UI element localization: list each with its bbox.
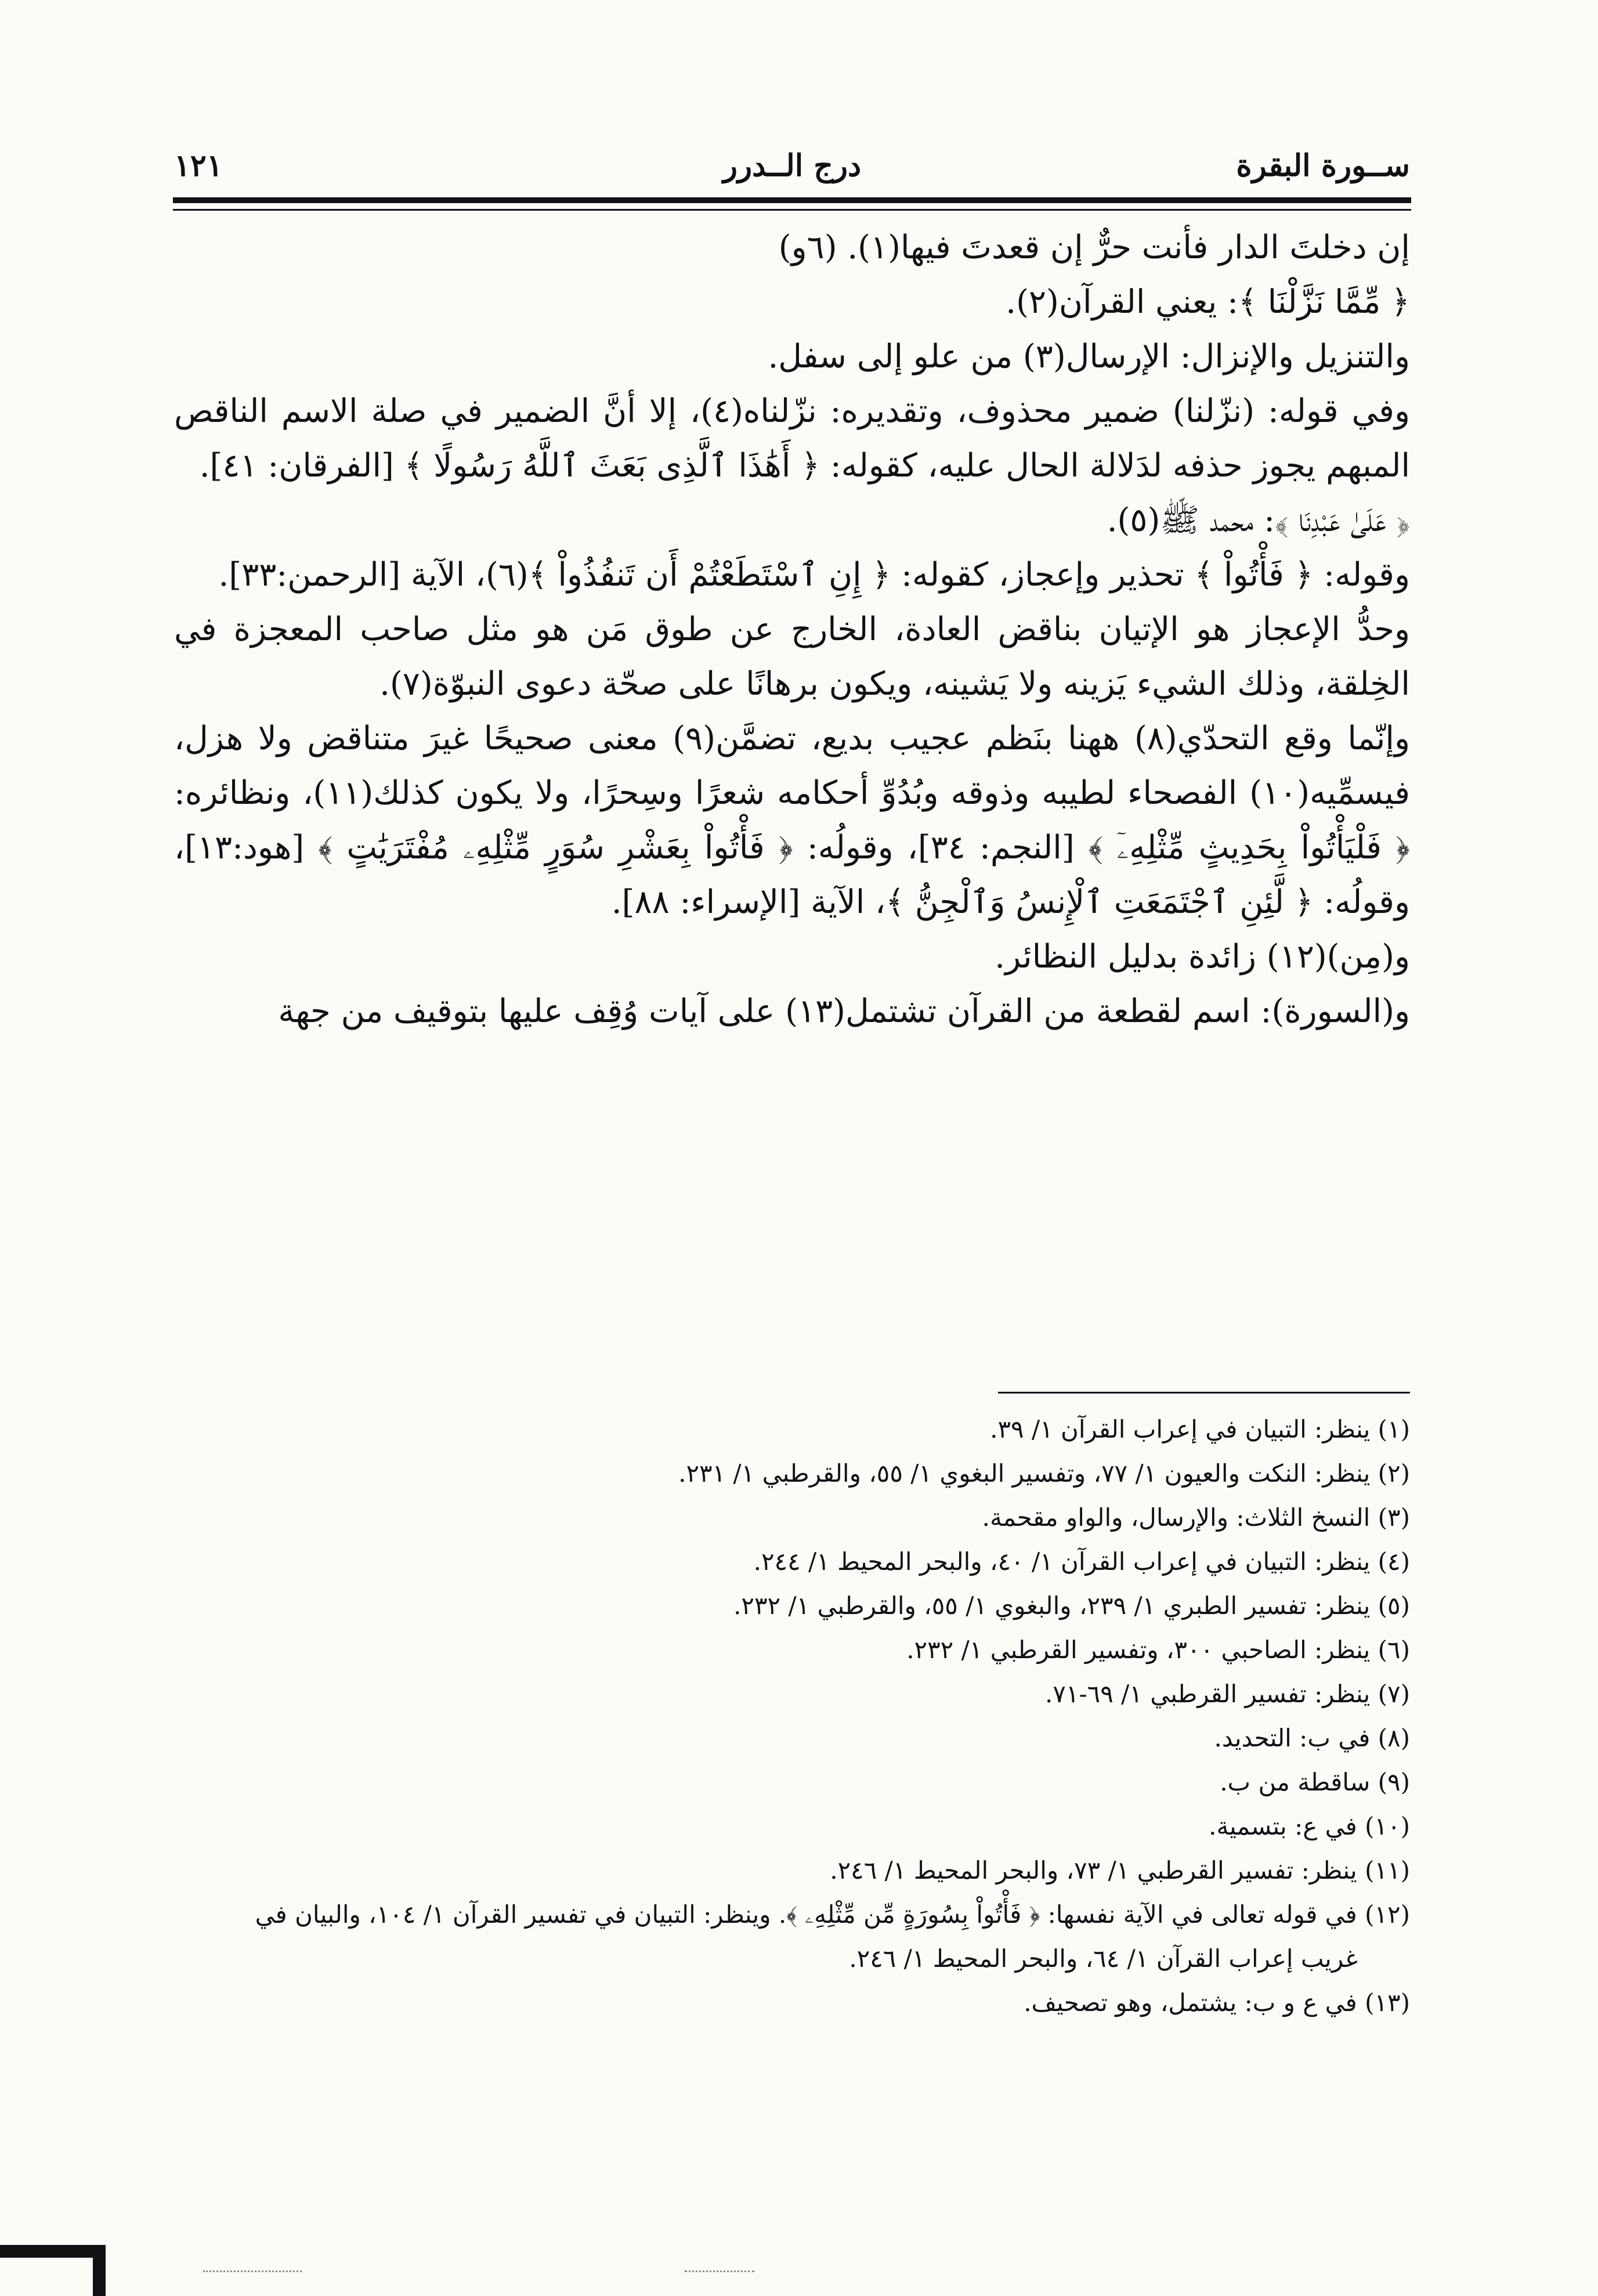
footnote: (٨) في ب: التحديد. [1214, 1724, 1410, 1752]
footnote: (٦) ينظر: الصاحبي ٣٠٠، وتفسير القرطبي ١/ ٢٣٢. [906, 1636, 1410, 1664]
paragraph: ﴿ عَلَىٰ عَبْدِنَا ﴾: محمد ﷺ(٥). [1107, 501, 1410, 539]
paragraph: وإنّما وقع التحدّي(٨) ههنا بنَظم عجيب بديع، تضمَّن(٩) معنى صحيحًا غيرَ متناقض ولا هزل، فيسمِّيه(١٠) الفصحاء لطيبه وذوقه وبُدُوِّ أحكامه شعرًا وسِحرًا، ولا يكون كذلك(١١)، ونظائره: ﴿ فَلْيَأْتُواْ بِحَدِيثٍ مِّثْلِهِۦٓ ﴾ [النجم: ٣٤]، وقولُه: ﴿ فَأْتُواْ بِعَشْرِ سُوَرٍ مِّثْلِهِۦ مُفْتَرَيَٰتٍ ﴾ [هود:١٣]، وقولُه: ﴿ لَّئِنِ ٱجْتَمَعَتِ ٱلْإِنسُ وَٱلْجِنُّ ﴾، الآية [الإسراء: ٨٨]. [174, 720, 1411, 921]
scan-artifact [685, 2270, 754, 2275]
footnote: (١١) ينظر: تفسير القرطبي ١/ ٧٣، والبحر المحيط ١/ ٢٤٦. [830, 1856, 1410, 1885]
paragraph: و(السورة): اسم لقطعة من القرآن تشتمل(١٣) على آيات وُقِف عليها بتوقيف من جهة [278, 992, 1410, 1030]
paragraph: ﴿ مِّمَّا نَزَّلْنَا ﴾: يعني القرآن(٢). [1006, 283, 1410, 321]
paragraph: إن دخلتَ الدار فأنت حرٌّ إن قعدتَ فيها(١). (٦و) [778, 229, 1410, 266]
footnote: (٥) ينظر: تفسير الطبري ١/ ٢٣٩، والبغوي ١/ ٥٥، والقرطبي ١/ ٢٣٢. [733, 1591, 1410, 1620]
scan-artifact [203, 2270, 302, 2275]
footnote-continuation: غريب إعراب القرآن ١/ ٦٤، والبحر المحيط ١/ ٢٤٦. [849, 1944, 1358, 1973]
page-number: ١٢١ [174, 148, 223, 183]
footnotes [174, 1407, 1410, 2025]
footnote: (١٢) في قوله تعالى في الآية نفسها: ﴿ فَأْتُواْ بِسُورَةٍ مِّن مِّثْلِهِۦ ﴾. وينظر: التبيان في تفسير القرآن ١/ ١٠٤، والبيان في [255, 1900, 1410, 1929]
footnote-separator [998, 1392, 1410, 1394]
header-rule-thin [173, 209, 1411, 211]
paragraph: وفي قوله: (نزّلنا) ضمير محذوف، وتقديره: نزّلناه(٤)، إلا أنَّ الضمير في صلة الاسم الناقص المبهم يجوز حذفه لدَلالة الحال عليه، كقوله: ﴿ أَهَٰذَا ٱلَّذِى بَعَثَ ٱللَّهُ رَسُولًا ﴾ [الفرقان: ٤١]. [174, 392, 1410, 485]
paragraph: والتنزيل والإنزال: الإرسال(٣) من علو إلى سفل. [768, 338, 1410, 376]
footnote: (٧) ينظر: تفسير القرطبي ١/ ٦٩-٧١. [1044, 1680, 1410, 1708]
surah-title: ســورة البقرة [1236, 148, 1410, 183]
main-text [174, 221, 1410, 1039]
footnote: (٢) ينظر: النكت والعيون ١/ ٧٧، وتفسير البغوي ١/ ٥٥، والقرطبي ١/ ٢٣١. [678, 1459, 1410, 1488]
paragraph: وحدُّ الإعجاز هو الإتيان بناقض العادة، الخارج عن طوق مَن هو مثل صاحب المعجزة في الخِلقة، وذلك الشيء يَزينه ولا يَشينه، ويكون برهانًا على صحّة دعوى النبوّة(٧). [174, 611, 1410, 703]
paragraph: وقوله: ﴿ فَأْتُواْ ﴾ تحذير وإعجاز، كقوله: ﴿ إِنِ ٱسْتَطَعْتُمْ أَن تَنفُذُواْ ﴾(٦)، الآية [الرحمن:٣٣]. [218, 556, 1410, 594]
footnote: (٩) ساقطة من ب. [1220, 1768, 1410, 1796]
header-rule-thick [173, 197, 1411, 203]
footnote: (١٠) في ع: بتسمية. [1209, 1812, 1410, 1840]
book-title: درج الــدرر [722, 148, 862, 183]
scan-corner-mark [0, 2245, 104, 2296]
page-header [174, 148, 1410, 183]
footnote: (١٣) في ع و ب: يشتمل، وهو تصحيف. [1024, 1988, 1410, 2017]
paragraph: و(مِن)(١٢) زائدة بدليل النظائر. [995, 938, 1410, 976]
footnote: (٤) ينظر: التبيان في إعراب القرآن ١/ ٤٠، والبحر المحيط ١/ ٢٤٤. [753, 1547, 1410, 1576]
footnote: (٣) النسخ الثلاث: والإرسال، والواو مقحمة. [982, 1503, 1410, 1532]
footnote: (١) ينظر: التبيان في إعراب القرآن ١/ ٣٩. [990, 1415, 1410, 1443]
